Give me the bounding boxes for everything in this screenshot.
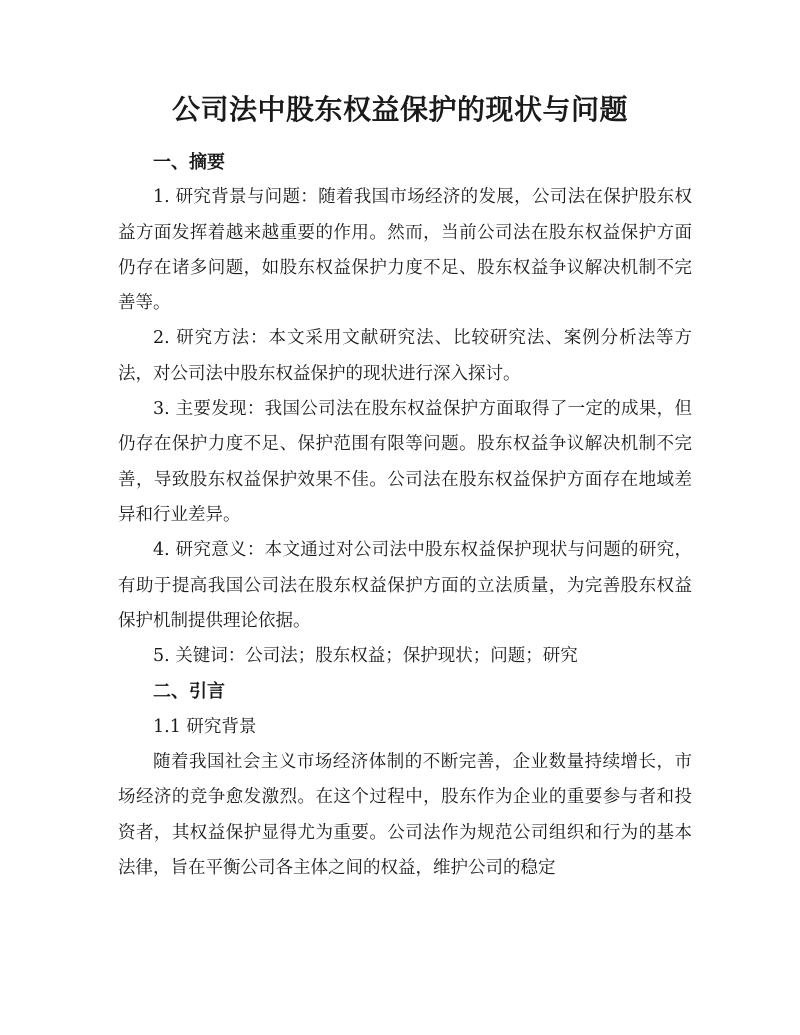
abstract-item-background: 1. 研究背景与问题：随着我国市场经济的发展，公司法在保护股东权益方面发挥着越来越重要的作用。然而，当前公司法在股东权益保护方面仍存在诸多问题，如股东权益保护力度不足、股东权益争议解决机制不完善等。 <box>118 187 692 314</box>
section-heading-introduction: 二、引言 <box>153 681 225 703</box>
subsection-heading-background: 1.1 研究背景 <box>153 716 257 737</box>
introduction-paragraph: 随着我国社会主义市场经济体制的不断完善，企业数量持续增长，市场经济的竞争愈发激烈。在这个过程中，股东作为企业的重要参与者和投资者，其权益保护显得尤为重要。公司法作为规范公司组织和行为的基本法律，旨在平衡公司各主体之间的权益，维护公司的稳定 <box>118 752 692 878</box>
abstract-item-keywords: 5. 关键词：公司法；股东权益；保护现状；问题；研究 <box>153 646 578 667</box>
abstract-item-findings: 3. 主要发现：我国公司法在股东权益保护方面取得了一定的成果，但仍存在保护力度不足、保护范围有限等问题。股东权益争议解决机制不完善，导致股东权益保护效果不佳。公司法在股东权益保护方面存在地域差异和行业差异。 <box>118 399 692 525</box>
abstract-item-methods: 2. 研究方法：本文采用文献研究法、比较研究法、案例分析法等方法，对公司法中股东权益保护的现状进行深入探讨。 <box>118 328 692 384</box>
document-body <box>118 145 692 886</box>
abstract-item-significance: 4. 研究意义：本文通过对公司法中股东权益保护现状与问题的研究，有助于提高我国公司法在股东权益保护方面的立法质量，为完善股东权益保护机制提供理论依据。 <box>118 540 692 631</box>
section-heading-abstract: 一、摘要 <box>153 152 225 173</box>
document-title: 公司法中股东权益保护的现状与问题 <box>171 93 628 126</box>
